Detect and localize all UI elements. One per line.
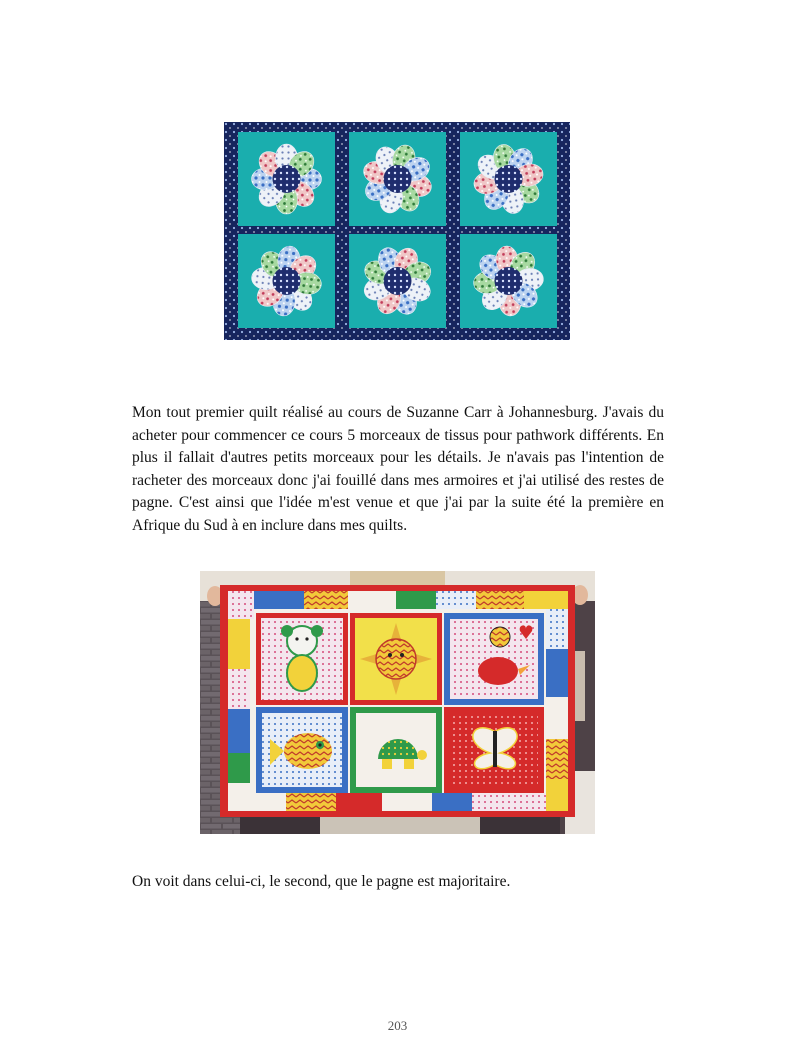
page-number: 203 — [387, 1018, 408, 1033]
flower-block — [349, 234, 446, 328]
flower-center — [384, 267, 412, 295]
flower-block — [238, 132, 335, 226]
flower-center — [495, 165, 523, 193]
flower-center — [273, 267, 301, 295]
flower-center — [384, 165, 412, 193]
animal-quilt-photo — [200, 571, 595, 834]
flower-quilt-photo — [224, 122, 570, 340]
flower-quilt-image — [224, 122, 570, 340]
flower-block — [238, 234, 335, 328]
flower-block — [349, 132, 446, 226]
first-quilt-description: Mon tout premier quilt réalisé au cours de Suzanne Carr à Johannesburg. J'avais du acheter pour commencer ce cours 5 morceaux de tissus pour pathwork différents. En plus il fallait d'autres petits morceaux pour les détails. Je n'avais pas l'intention de racheter des morceaux donc j'ai fouillé dans mes armoires et j'ai utilisé des restes de pagne. C'est ainsi que l'idée m'est venue et que j'ai par la suite été la première en Afrique du Sud à en inclure dans mes quilts. — [132, 404, 664, 534]
animal-quilt-image — [200, 571, 595, 834]
flower-center — [273, 165, 301, 193]
flower-center — [495, 267, 523, 295]
second-quilt-caption: On voit dans celui-ci, le second, que le pagne est majoritaire. — [132, 873, 511, 890]
flower-block — [460, 234, 557, 328]
flower-block — [460, 132, 557, 226]
